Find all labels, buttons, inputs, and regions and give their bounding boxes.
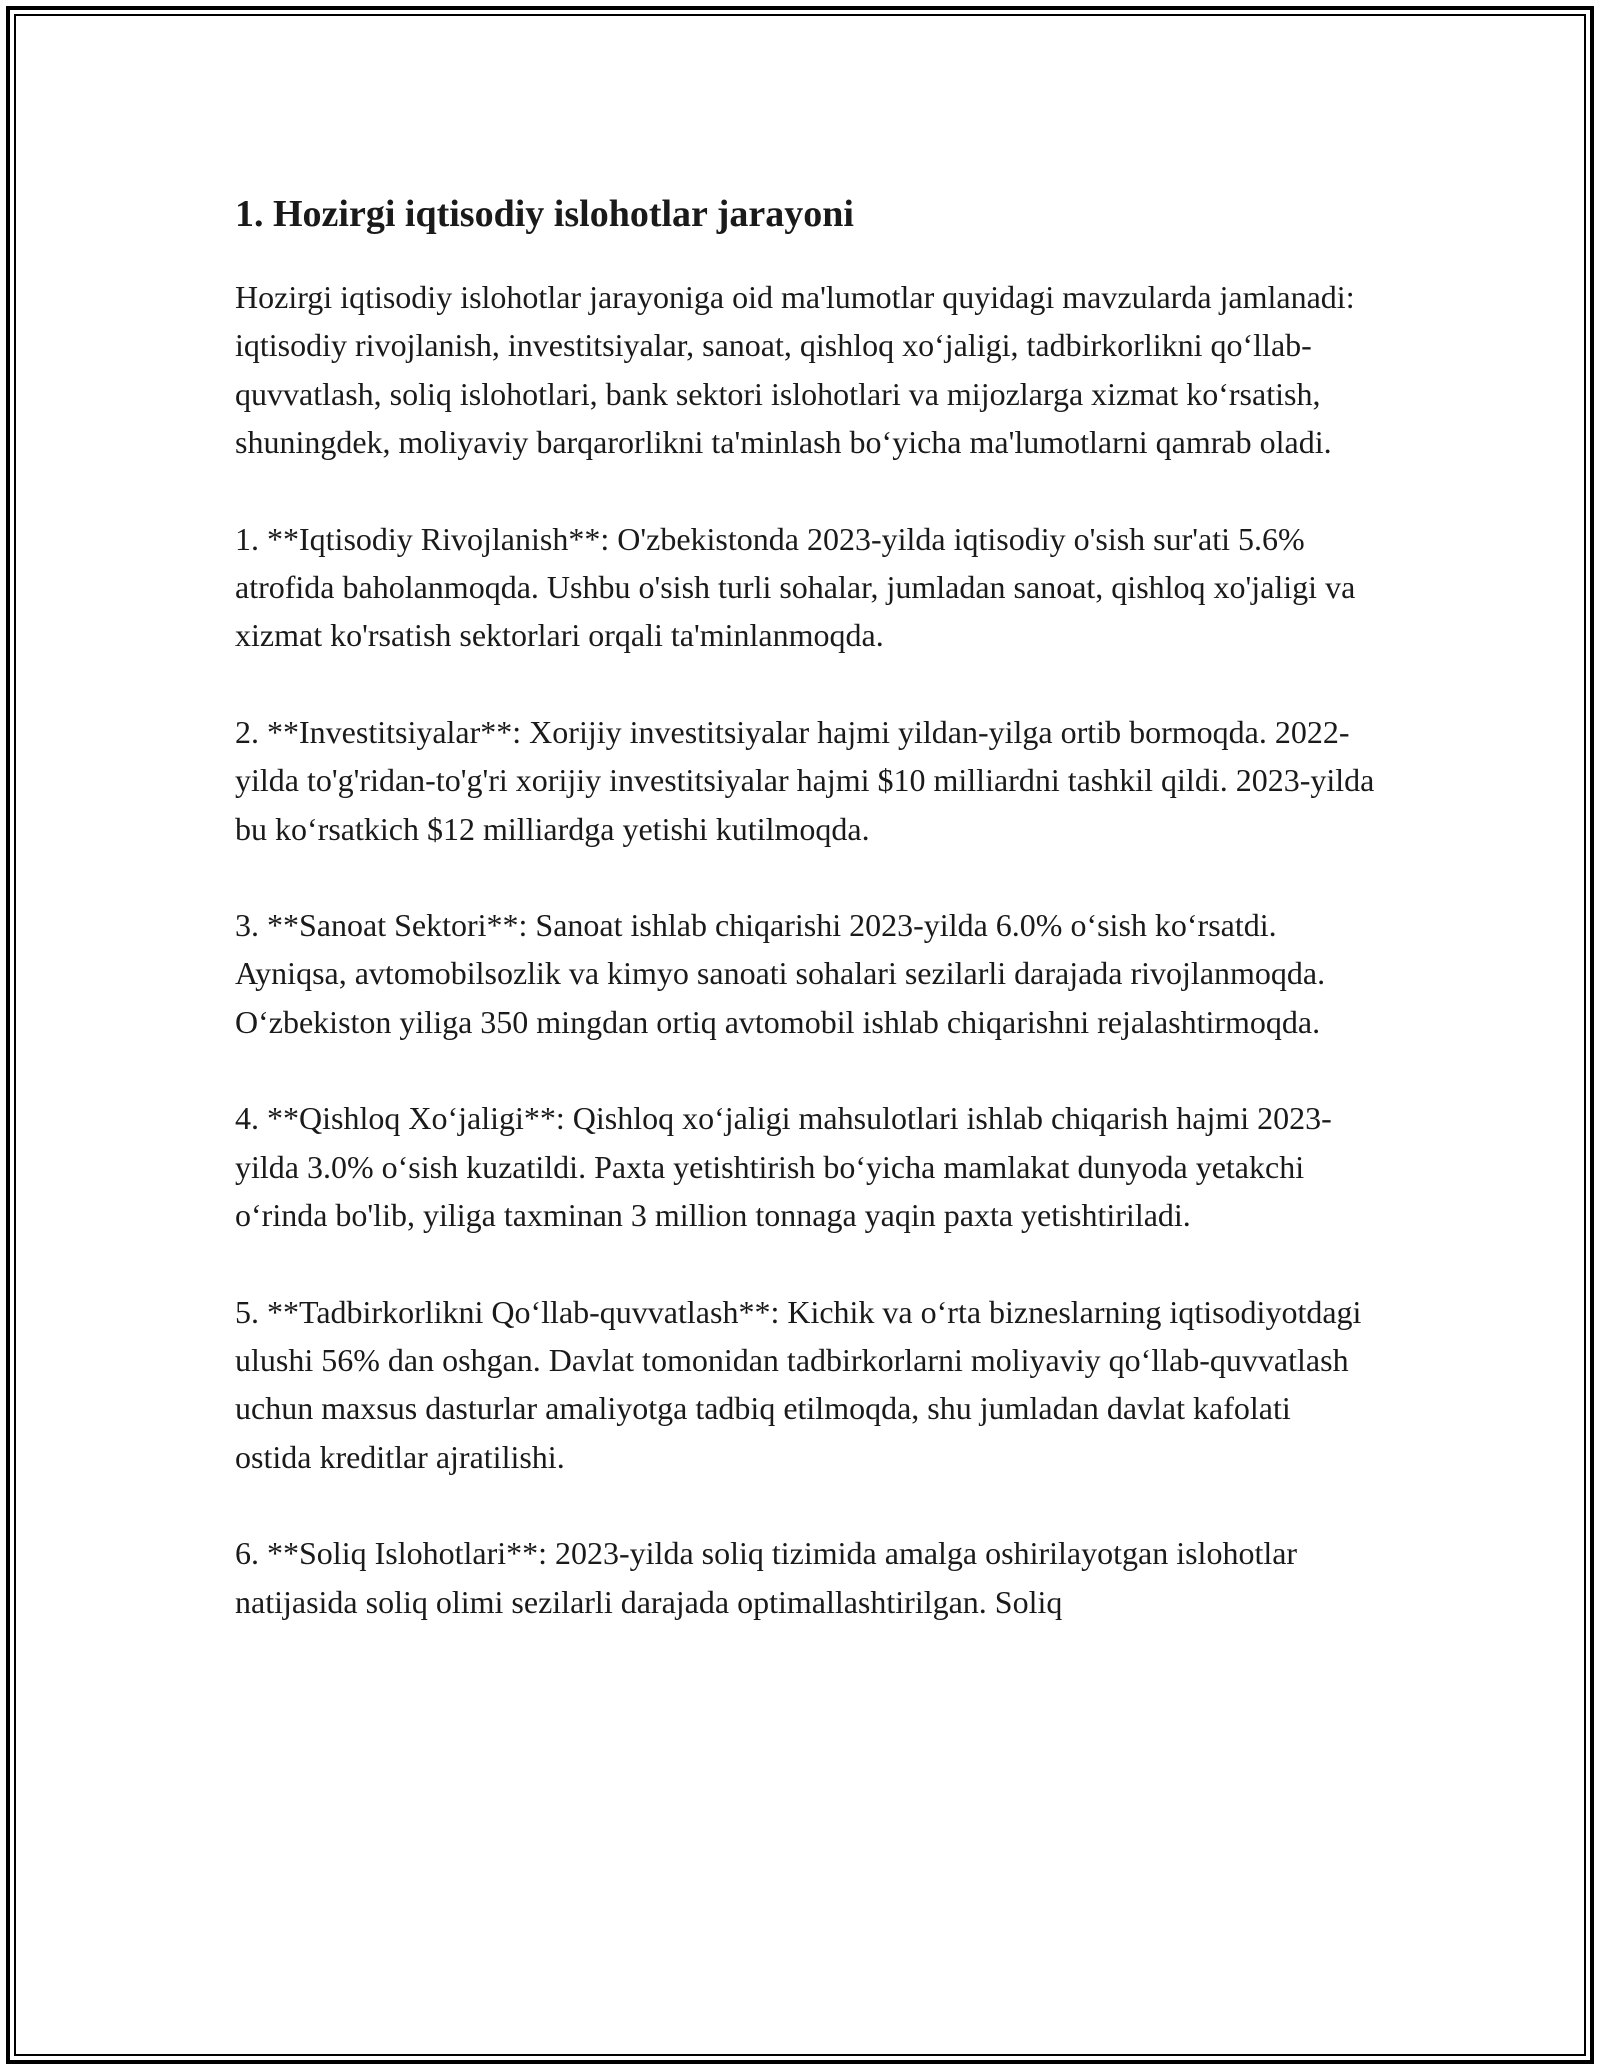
- paragraph-tax-reforms: 6. **Soliq Islohotlari**: 2023-yilda soliq tizimida amalga oshirilayotgan islohotlar natijasida soliq olimi sezilarli darajada optimallashtirilgan. Soliq: [235, 1535, 1298, 1620]
- paragraph-economic-development: 1. **Iqtisodiy Rivojlanish**: O'zbekistonda 2023-yilda iqtisodiy o'sish sur'ati 5.6% atrofida baholanmoqda. Ushbu o'sish turli sohalar, jumladan sanoat, qishloq xo'jaligi va xizmat ko'rsatish sektorlari orqali ta'minlanmoqda.: [235, 520, 1356, 654]
- document-body: [235, 185, 1375, 1674]
- section-heading: 1. Hozirgi iqtisodiy islohotlar jarayoni: [235, 193, 854, 235]
- paragraph-agriculture: 4. **Qishloq Xo‘jaligi**: Qishloq xo‘jaligi mahsulotlari ishlab chiqarish hajmi 2023-yilda 3.0% o‘sish kuzatildi. Paxta yetishtirish bo‘yicha mamlakat dunyoda yetakchi o‘rinda bo'lib, yiliga taxminan 3 million tonnaga yaqin paxta yetishtiriladi.: [235, 1100, 1332, 1234]
- paragraph-industry-sector: 3. **Sanoat Sektori**: Sanoat ishlab chiqarishi 2023-yilda 6.0% o‘sish ko‘rsatdi. Ayniqsa, avtomobilsozlik va kimyo sanoati sohalari sezilarli darajada rivojlanmoqda. O‘zbekiston yiliga 350 mingdan ortiq avtomobil ishlab chiqarishni rejalashtirmoqda.: [235, 907, 1326, 1040]
- paragraph-investments: 2. **Investitsiyalar**: Xorijiy investitsiyalar hajmi yildan-yilga ortib bormoqda. 2022-yilda to'g'ridan-to'g'ri xorijiy investitsiyalar hajmi $10 milliardni tashkil qildi. 2023-yilda bu ko‘rsatkich $12 milliardga yetishi kutilmoqda.: [235, 713, 1375, 847]
- paragraph-business-support: 5. **Tadbirkorlikni Qo‘llab-quvvatlash**: Kichik va o‘rta bizneslarning iqtisodiyotdagi ulushi 56% dan oshgan. Davlat tomonidan tadbirkorlarni moliyaviy qo‘llab-quvvatlash uchun maxsus dasturlar amaliyotga tadbiq etilmoqda, shu jumladan davlat kafolati ostida kreditlar ajratilishi.: [235, 1293, 1362, 1475]
- intro-paragraph: Hozirgi iqtisodiy islohotlar jarayoniga oid ma'lumotlar quyidagi mavzularda jamlanadi: iqtisodiy rivojlanish, investitsiyalar, sanoat, qishloq xo‘jaligi, tadbirkorlikni qo‘llab-quvvatlash, soliq islohotlari, bank sektori islohotlari va mijozlarga xizmat ko‘rsatish, shuningdek, moliyaviy barqarorlikni ta'minlash bo‘yicha ma'lumotlarni qamrab oladi.: [235, 279, 1355, 461]
